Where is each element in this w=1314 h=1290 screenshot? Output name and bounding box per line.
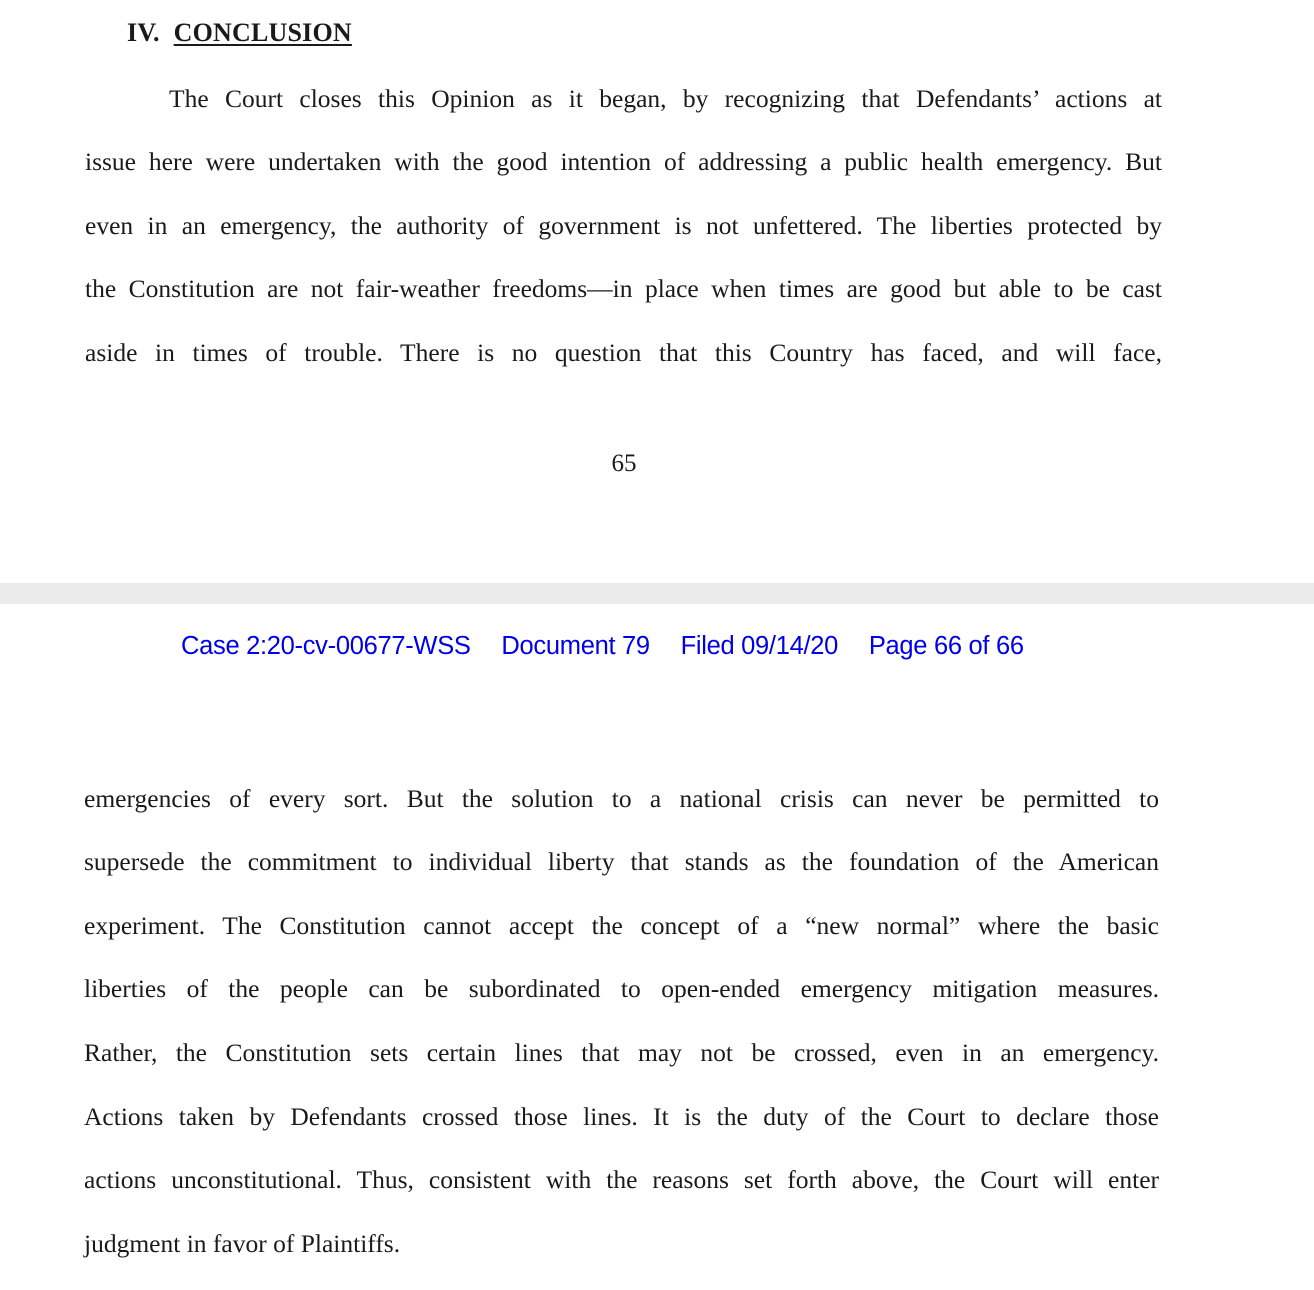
paragraph-line: judgment in favor of Plaintiffs. (84, 1229, 401, 1258)
paragraph-line: even in an emergency, the authority of government is not unfettered. The liberties protected by (85, 211, 1162, 240)
case-number: Case 2:20-cv-00677-WSS (181, 632, 471, 660)
paragraph-line: Rather, the Constitution sets certain lines that may not be crossed, even in an emergency. (84, 1038, 1159, 1067)
paragraph-line: The Court closes this Opinion as it began, by recognizing that Defendants’ actions at (169, 84, 1162, 113)
section-number: IV. (127, 18, 160, 47)
paragraph-line: emergencies of every sort. But the solution to a national crisis can never be permitted to (84, 784, 1159, 813)
document-page-65 (0, 0, 1314, 583)
paragraph-line: actions unconstitutional. Thus, consistent with the reasons set forth above, the Court will enter (84, 1165, 1159, 1194)
page-separator (0, 583, 1314, 604)
paragraph-line: issue here were undertaken with the good intention of addressing a public health emergency. But (85, 147, 1162, 176)
paragraph-line: the Constitution are not fair-weather freedoms—in place when times are good but able to be cast (85, 274, 1162, 303)
paragraph-line: aside in times of trouble. There is no question that this Country has faced, and will face, (85, 338, 1162, 367)
document-number: Document 79 (501, 632, 650, 660)
page-number: 65 (611, 450, 637, 477)
section-title: CONCLUSION (173, 18, 352, 47)
paragraph-line: Actions taken by Defendants crossed those lines. It is the duty of the Court to declare those (84, 1102, 1159, 1131)
paragraph-line: liberties of the people can be subordinated to open-ended emergency mitigation measures. (84, 974, 1159, 1003)
paragraph-line: experiment. The Constitution cannot accept the concept of a “new normal” where the basic (84, 911, 1159, 940)
paragraph-line: supersede the commitment to individual liberty that stands as the foundation of the American (84, 847, 1159, 876)
filed-date: Filed 09/14/20 (680, 632, 839, 660)
case-header-stamp (181, 632, 1024, 661)
page-count: Page 66 of 66 (868, 632, 1024, 660)
section-heading (127, 18, 352, 48)
